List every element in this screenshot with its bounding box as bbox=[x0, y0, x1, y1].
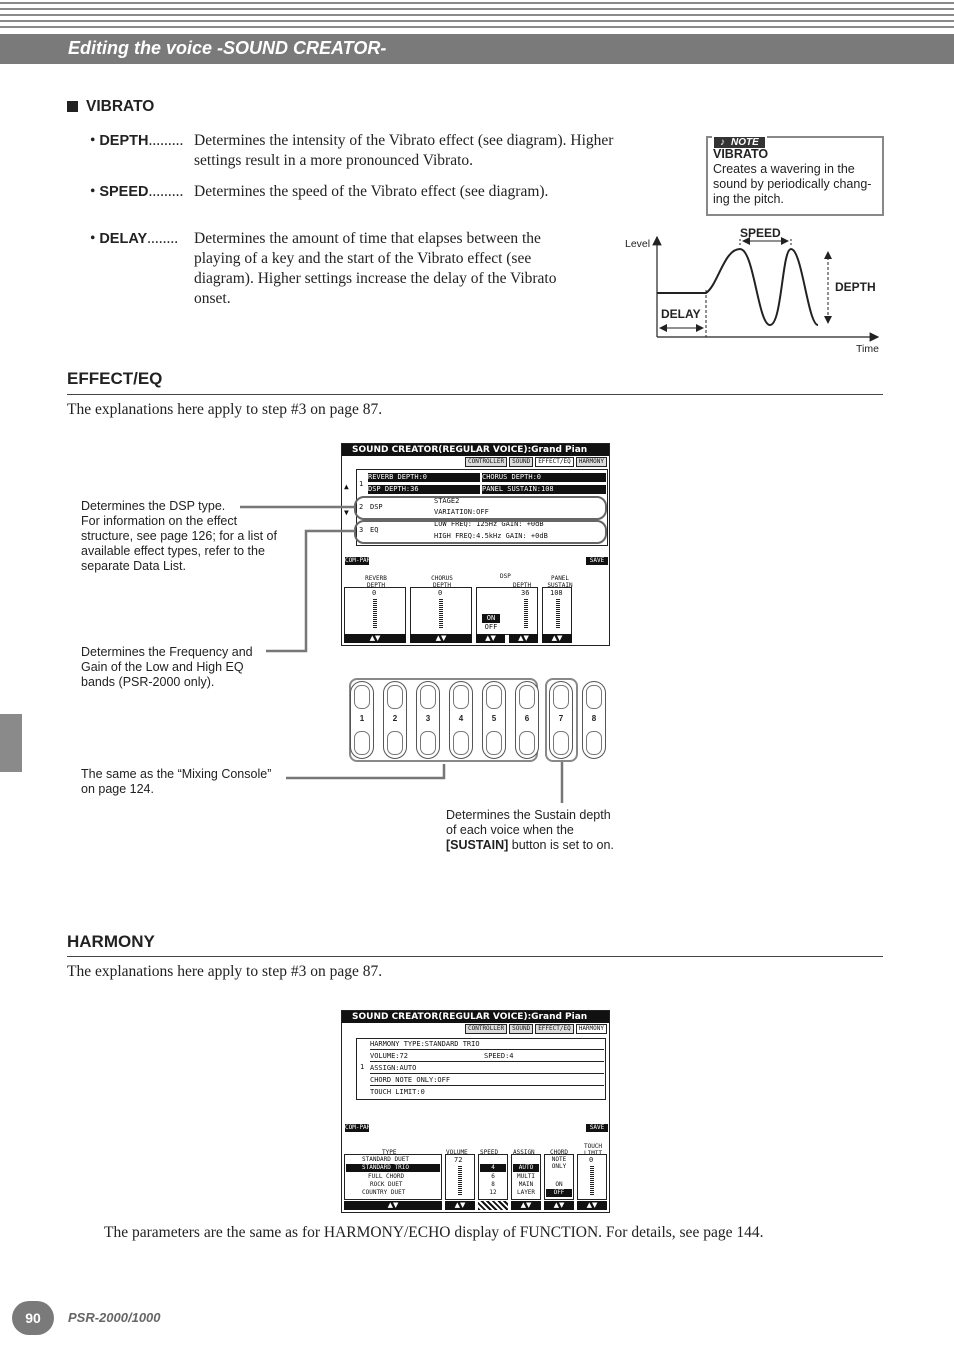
tab-controller[interactable]: CONTROLLER bbox=[465, 457, 507, 467]
speed-option[interactable]: 8 bbox=[491, 1181, 495, 1188]
speed-option[interactable]: 6 bbox=[491, 1173, 495, 1180]
volume-slider-value: 72 bbox=[454, 1156, 463, 1164]
down-arrow-icon[interactable]: ▼ bbox=[344, 508, 349, 517]
knob-5[interactable] bbox=[482, 681, 506, 759]
term-speed: SPEED bbox=[99, 184, 149, 200]
ann-sustain bbox=[446, 808, 636, 853]
ann-line: structure, see page 126; for a list of bbox=[81, 529, 277, 543]
panel-sustain-value: 108 bbox=[550, 589, 563, 597]
depth-line: settings result in a more pronounced Vibrato. bbox=[194, 152, 474, 169]
row-number: 1 bbox=[360, 1063, 365, 1071]
speed-description: Determines the speed of the Vibrato effect (see diagram). bbox=[194, 183, 549, 200]
touch-limit-value: 0 bbox=[589, 1156, 594, 1164]
note-line: Creates a wavering in the bbox=[713, 162, 855, 176]
delay-line: diagram). Higher settings increase the delay of the Vibrato bbox=[194, 270, 557, 287]
knob-number: 6 bbox=[524, 714, 530, 723]
chorus-depth-row[interactable]: CHORUS DEPTH:0 bbox=[482, 473, 606, 482]
updown-button[interactable]: ▲▼ bbox=[476, 634, 505, 643]
effect-eq-heading: EFFECT/EQ bbox=[67, 369, 163, 388]
dots: ......... bbox=[148, 183, 184, 200]
knob-number: 3 bbox=[425, 714, 431, 723]
reverb-depth-row[interactable]: REVERB DEPTH:0 bbox=[368, 473, 480, 482]
chorus-depth-label: CHORUS DEPTH bbox=[431, 575, 453, 589]
assign-option[interactable]: MULTI bbox=[516, 1173, 536, 1180]
note-line: ing the pitch. bbox=[713, 192, 784, 206]
dsp-depth-label: DEPTH bbox=[513, 582, 532, 589]
volume-label: VOLUME bbox=[446, 1149, 468, 1156]
delay-line: Determines the amount of time that elapses between the bbox=[194, 230, 541, 247]
up-arrow-icon[interactable]: ▲ bbox=[344, 482, 349, 491]
type-option[interactable]: FULL CHORD bbox=[368, 1173, 405, 1180]
dsp-depth-value: 36 bbox=[521, 589, 530, 597]
reverb-depth-value: 0 bbox=[372, 589, 377, 597]
ann-line: Gain of the Low and High EQ bbox=[81, 660, 244, 674]
page-title: Editing the voice -SOUND CREATOR- bbox=[68, 38, 387, 58]
touch-limit-row[interactable]: TOUCH LIMIT:0 bbox=[370, 1088, 425, 1096]
eq-label: EQ bbox=[370, 526, 379, 534]
row-number: 2 bbox=[359, 503, 364, 511]
tab-controller[interactable]: CONTROLLER bbox=[465, 1024, 507, 1034]
save-button[interactable]: SAVE bbox=[586, 557, 608, 565]
updown-button[interactable]: ▲▼ bbox=[509, 634, 538, 643]
harmony-type-row[interactable]: HARMONY TYPE:STANDARD TRIO bbox=[370, 1040, 604, 1050]
term-depth: DEPTH bbox=[99, 133, 149, 149]
speed-option[interactable]: 12 bbox=[489, 1189, 497, 1196]
assign-label: ASSIGN bbox=[513, 1149, 535, 1156]
knob-number: 8 bbox=[591, 714, 597, 723]
chord-off-option[interactable]: OFF bbox=[546, 1189, 572, 1197]
dsp-off-option[interactable]: OFF bbox=[484, 623, 498, 631]
type-option[interactable]: COUNTRY DUET bbox=[362, 1189, 406, 1196]
harmony-heading: HARMONY bbox=[67, 932, 155, 951]
level-label: Level bbox=[625, 238, 651, 250]
speed-label: SPEED bbox=[480, 1149, 499, 1156]
knob-number: 1 bbox=[359, 714, 365, 723]
tab-effect-eq[interactable]: EFFECT/EQ bbox=[535, 1024, 574, 1034]
speed-label: SPEED bbox=[740, 226, 781, 240]
save-button[interactable]: SAVE bbox=[586, 1124, 608, 1132]
music-note-icon: ♪ bbox=[717, 137, 728, 148]
screen-title: SOUND CREATOR(REGULAR VOICE):Grand Pian bbox=[342, 444, 609, 456]
updown-button[interactable]: ▲▼ bbox=[344, 634, 406, 643]
updown-button-disabled[interactable] bbox=[478, 1201, 508, 1210]
page-number: 90 bbox=[12, 1301, 54, 1335]
updown-button[interactable]: ▲▼ bbox=[577, 1201, 607, 1210]
vibrato-heading-text: VIBRATO bbox=[86, 98, 155, 115]
assign-option[interactable]: MAIN bbox=[518, 1181, 534, 1188]
sustain-button-ref: [SUSTAIN] bbox=[446, 838, 509, 852]
updown-button[interactable]: ▲▼ bbox=[542, 634, 572, 643]
knob-group-highlight bbox=[349, 678, 538, 762]
knob-2[interactable] bbox=[383, 681, 407, 759]
speed-option-selected[interactable]: 4 bbox=[480, 1164, 506, 1172]
updown-button[interactable]: ▲▼ bbox=[511, 1201, 541, 1210]
touch-limit-slider[interactable] bbox=[590, 1165, 594, 1195]
tab-sound[interactable]: SOUND bbox=[509, 457, 533, 467]
updown-button[interactable]: ▲▼ bbox=[410, 634, 472, 643]
assign-option-selected[interactable]: AUTO bbox=[513, 1164, 539, 1172]
variation-value[interactable]: VARIATION:OFF bbox=[434, 508, 489, 516]
volume-speed-row bbox=[370, 1052, 604, 1062]
delay-label: DELAY bbox=[661, 307, 701, 321]
eq-high-value[interactable]: HIGH FREQ:4.5kHz GAIN: +0dB bbox=[434, 532, 548, 540]
ann-line: available effect types, refer to the bbox=[81, 544, 265, 558]
type-label: TYPE bbox=[382, 1149, 397, 1156]
assign-row[interactable]: ASSIGN:AUTO bbox=[370, 1064, 604, 1074]
dsp-on-option[interactable]: ON bbox=[482, 614, 500, 623]
knob-4[interactable] bbox=[449, 681, 473, 759]
vibrato-speed-item: • SPEED......... bbox=[90, 183, 184, 200]
touch-limit-label: TOUCH LIMIT bbox=[583, 1143, 603, 1157]
row-number: 3 bbox=[359, 526, 364, 534]
type-option-selected[interactable]: STANDARD TRIO bbox=[346, 1164, 440, 1172]
volume-value[interactable]: VOLUME:72 bbox=[370, 1052, 408, 1060]
callout-line bbox=[286, 764, 444, 778]
updown-button[interactable]: ▲▼ bbox=[544, 1201, 574, 1210]
ann-line: Determines the DSP type. bbox=[81, 499, 226, 513]
model-name: PSR-2000/1000 bbox=[68, 1310, 161, 1325]
delay-line: playing of a key and the start of the Vibrato effect (see bbox=[194, 250, 532, 267]
speed-value[interactable]: SPEED:4 bbox=[484, 1052, 514, 1060]
ann-line: of each voice when the bbox=[446, 823, 574, 837]
dsp-label: DSP bbox=[370, 503, 383, 511]
dots: ........ bbox=[147, 230, 179, 247]
row-number: 1 bbox=[359, 480, 364, 488]
knob-1[interactable] bbox=[350, 681, 374, 759]
knob-8[interactable] bbox=[582, 681, 606, 759]
effect-intro: The explanations here apply to step #3 on page 87. bbox=[67, 401, 383, 418]
depth-label: DEPTH bbox=[835, 280, 876, 294]
compare-button[interactable]: COM-PARE bbox=[345, 557, 374, 564]
knob-number: 5 bbox=[491, 714, 497, 723]
note-title: VIBRATO bbox=[713, 147, 769, 161]
depth-line: Determines the intensity of the Vibrato effect (see diagram). Higher bbox=[194, 132, 614, 149]
note-badge-label: NOTE bbox=[728, 137, 762, 148]
ann-line: Determines the Frequency and bbox=[81, 645, 253, 659]
ann-line: Determines the Sustain depth bbox=[446, 808, 611, 822]
ann-eq bbox=[81, 645, 281, 690]
panel-sustain-row[interactable]: PANEL SUSTAIN:108 bbox=[482, 485, 606, 494]
assign-option[interactable]: LAYER bbox=[516, 1189, 536, 1196]
ann-line: on page 124. bbox=[81, 782, 154, 796]
delay-line: onset. bbox=[194, 290, 231, 307]
harmony-screen bbox=[341, 1010, 610, 1213]
chord-on-option[interactable]: ON bbox=[555, 1181, 563, 1188]
tab-harmony[interactable]: HARMONY bbox=[576, 1024, 607, 1034]
reverb-depth-label: REVERB DEPTH bbox=[365, 575, 387, 589]
knob-7[interactable] bbox=[549, 681, 573, 759]
updown-button[interactable]: ▲▼ bbox=[445, 1201, 475, 1210]
chorus-depth-value: 0 bbox=[438, 589, 443, 597]
chord-note-only-row[interactable]: CHORD NOTE ONLY:OFF bbox=[370, 1076, 604, 1086]
chord-note-only-label: CHORD NOTE ONLY bbox=[549, 1149, 569, 1170]
volume-slider[interactable] bbox=[458, 1165, 462, 1195]
updown-button[interactable]: ▲▼ bbox=[344, 1201, 442, 1210]
dsp-type-value[interactable]: STAGE2 bbox=[434, 497, 460, 505]
knob-number: 4 bbox=[458, 714, 464, 723]
type-option[interactable]: STANDARD DUET bbox=[362, 1156, 409, 1163]
dots: ......... bbox=[148, 132, 184, 149]
dsp-group-label: DSP bbox=[500, 573, 511, 580]
eq-low-value[interactable]: LOW FREQ: 125Hz GAIN: +0dB bbox=[434, 520, 544, 528]
harmony-closing-text: The parameters are the same as for HARMONY/ECHO display of FUNCTION. For details, see page 144. bbox=[104, 1224, 764, 1241]
tab-sound[interactable]: SOUND bbox=[509, 1024, 533, 1034]
ann-dsp bbox=[81, 499, 301, 574]
note-line: sound by periodically chang- bbox=[713, 177, 872, 191]
screen-title: SOUND CREATOR(REGULAR VOICE):Grand Pian bbox=[342, 1011, 609, 1023]
dsp-depth-row[interactable]: DSP DEPTH:36 bbox=[368, 485, 480, 494]
ann-mixing bbox=[81, 767, 286, 797]
panel-sustain-label: PANEL SUSTAIN bbox=[547, 575, 573, 589]
knob-6[interactable] bbox=[515, 681, 539, 759]
compare-button[interactable]: COM-PARE bbox=[345, 1124, 374, 1131]
ann-line: bands (PSR-2000 only). bbox=[81, 675, 215, 689]
vibrato-delay-item: • DELAY........ bbox=[90, 230, 179, 247]
knob-number: 7 bbox=[558, 714, 564, 723]
screen-tabs bbox=[465, 1024, 607, 1034]
tab-harmony[interactable]: HARMONY bbox=[576, 457, 607, 467]
ann-line: For information on the effect bbox=[81, 514, 238, 528]
ann-line: separate Data List. bbox=[81, 559, 186, 573]
tab-effect-eq[interactable]: EFFECT/EQ bbox=[535, 457, 574, 467]
knob-3[interactable] bbox=[416, 681, 440, 759]
harmony-intro: The explanations here apply to step #3 on page 87. bbox=[67, 963, 383, 980]
section-rule bbox=[67, 956, 883, 957]
vibrato-depth-item: • DEPTH......... bbox=[90, 132, 184, 149]
type-option[interactable]: ROCK DUET bbox=[370, 1181, 403, 1188]
knob-number: 2 bbox=[392, 714, 398, 723]
ann-line: button is set to on. bbox=[508, 838, 614, 852]
term-delay: DELAY bbox=[99, 231, 148, 247]
time-label: Time bbox=[856, 343, 879, 355]
ann-line: The same as the “Mixing Console” bbox=[81, 767, 272, 781]
